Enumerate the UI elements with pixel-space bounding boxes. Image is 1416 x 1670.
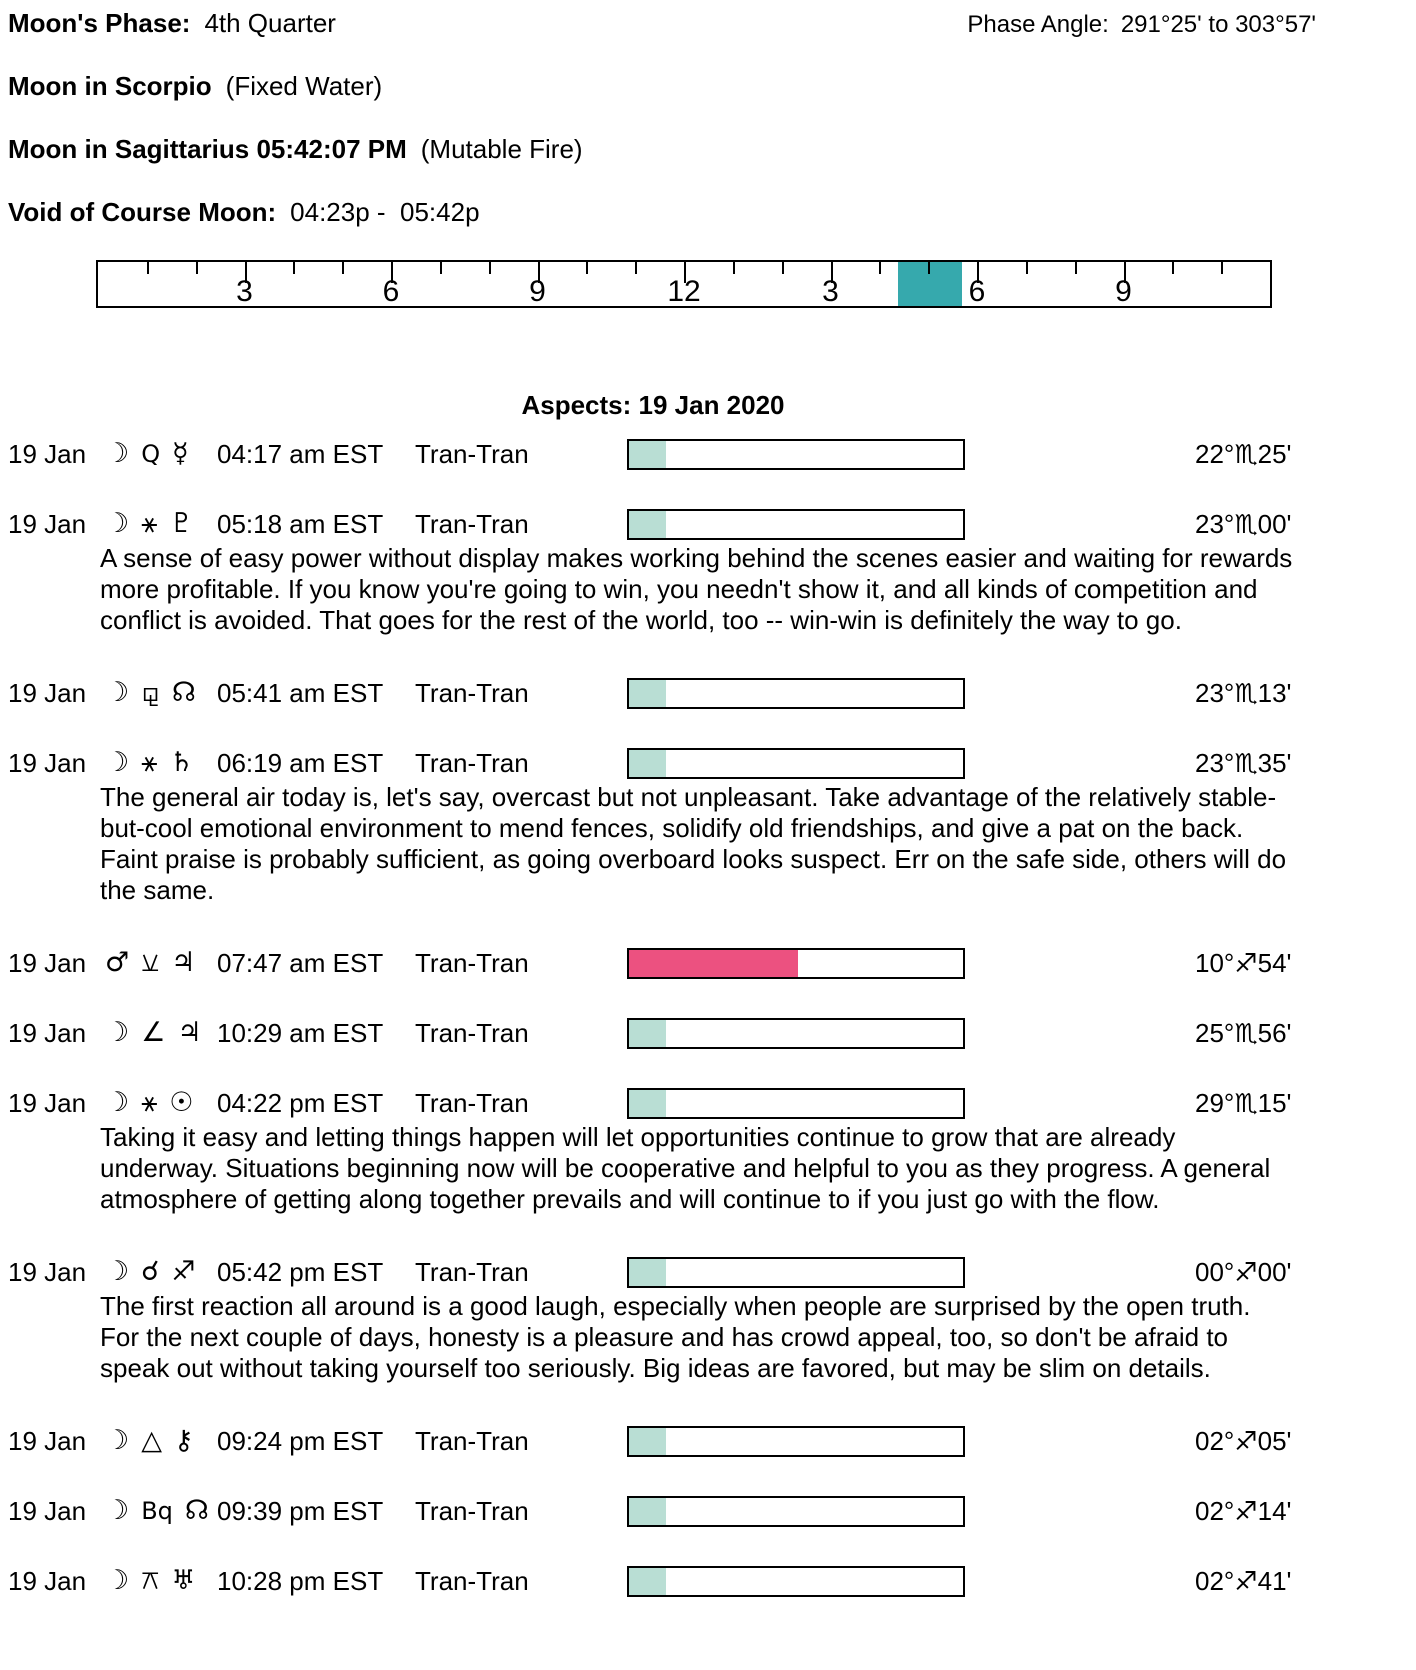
sextile-icon: ⚹ xyxy=(141,1087,158,1118)
ruler-tick xyxy=(196,262,198,274)
quincunx-icon: ⚻ xyxy=(141,1565,160,1596)
pluto-icon: ♇ xyxy=(169,508,194,539)
ruler-tick xyxy=(1172,262,1174,274)
ruler-hour-label: 9 xyxy=(1115,275,1132,308)
header-line-moon-sign xyxy=(8,71,1416,101)
ruler-tick xyxy=(440,262,442,274)
aspect-progress-fill xyxy=(629,1428,666,1455)
aspects-title: Aspects: 19 Jan 2020 xyxy=(521,390,785,420)
ruler-tick xyxy=(586,262,588,274)
aspect-progress-bar xyxy=(627,678,965,709)
jupiter-icon: ♃ xyxy=(177,1017,202,1048)
sun-icon: ☉ xyxy=(169,1087,194,1118)
aspect-type: Tran-Tran xyxy=(415,947,529,978)
aspect-time: 07:47 am EST xyxy=(217,947,384,978)
moon-phase-label: Moon's Phase: xyxy=(8,8,191,38)
ruler-tick xyxy=(489,262,491,274)
phase-angle xyxy=(967,11,1316,39)
aspect-glyphs xyxy=(105,1496,217,1526)
aspect-progress-bar xyxy=(627,948,965,979)
aspect-type: Tran-Tran xyxy=(415,1495,529,1526)
ruler-tick xyxy=(635,262,637,274)
north-node-icon: ☊ xyxy=(184,1495,209,1526)
north-node-icon: ☊ xyxy=(171,677,196,708)
phase-angle-label: Phase Angle: xyxy=(967,11,1109,38)
aspect-position: 00°♐00' xyxy=(1195,1256,1292,1287)
aspect-progress-bar xyxy=(627,1018,965,1049)
aspect-progress-bar xyxy=(627,748,965,779)
moon-sign-next: Moon in Sagittarius 05:42:07 PM xyxy=(8,134,407,164)
aspect-progress-fill xyxy=(629,950,798,977)
aspect-row xyxy=(8,1426,1416,1456)
ruler-hour-label: 12 xyxy=(667,275,701,308)
sagittarius-icon: ♐ xyxy=(171,1256,196,1287)
ruler-tick xyxy=(1221,262,1223,274)
aspect-time: 05:18 am EST xyxy=(217,508,384,539)
aspect-position: 02°♐05' xyxy=(1195,1425,1292,1456)
moon-icon: ☽ xyxy=(105,1495,130,1526)
moon-icon: ☽ xyxy=(105,1565,130,1596)
aspect-position: 02°♐14' xyxy=(1195,1495,1292,1526)
aspect-glyphs xyxy=(105,1257,217,1287)
moon-icon: ☽ xyxy=(105,1256,130,1287)
aspect-row xyxy=(8,1088,1416,1118)
aspect-type: Tran-Tran xyxy=(415,438,529,469)
ruler-hour-label: 3 xyxy=(236,275,253,308)
saturn-icon: ♄ xyxy=(169,747,194,778)
semisextile-icon: ⚺ xyxy=(141,947,160,978)
ruler-tick xyxy=(147,262,149,274)
biquintile-icon: Bq xyxy=(141,1497,173,1525)
aspect-glyphs xyxy=(105,948,217,978)
aspect-date: 19 Jan xyxy=(8,947,87,978)
ruler-tick xyxy=(782,262,784,274)
aspect-time: 10:28 pm EST xyxy=(217,1565,384,1596)
aspect-position: 10°♐54' xyxy=(1195,947,1292,978)
aspect-time: 06:19 am EST xyxy=(217,747,384,778)
aspect-progress-fill xyxy=(629,1259,666,1286)
aspect-progress-fill xyxy=(629,441,666,468)
aspect-time: 09:39 pm EST xyxy=(217,1495,384,1526)
sesquiquadrate-icon: ⚼ xyxy=(141,677,160,708)
aspect-glyphs xyxy=(105,1018,217,1048)
moon-icon: ☽ xyxy=(105,1425,130,1456)
aspect-type: Tran-Tran xyxy=(415,1017,529,1048)
aspect-position: 25°♏56' xyxy=(1195,1017,1292,1048)
aspect-row xyxy=(8,1566,1416,1596)
aspect-date: 19 Jan xyxy=(8,747,87,778)
aspect-time: 04:17 am EST xyxy=(217,438,384,469)
moon-icon: ☽ xyxy=(105,1017,130,1048)
ruler-hour-label: 9 xyxy=(529,275,546,308)
ruler-tick xyxy=(879,262,881,274)
aspect-type: Tran-Tran xyxy=(415,1425,529,1456)
aspect-glyphs xyxy=(105,439,217,469)
aspect-interpretation: A sense of easy power without display makes working behind the scenes easier and waiting for rewards more profitable. If you know you're going to win, you needn't show it, and all kinds of competition and conflict is avoided. That goes for the rest of the world, too -- win-win is definitely the way to go. xyxy=(100,543,1293,635)
aspect-progress-bar xyxy=(627,1496,965,1527)
ruler-tick xyxy=(1026,262,1028,274)
void-of-course-label: Void of Course Moon: xyxy=(8,197,277,227)
aspect-time: 05:41 am EST xyxy=(217,677,384,708)
aspect-time: 05:42 pm EST xyxy=(217,1256,384,1287)
void-timeline-ruler xyxy=(96,260,1272,308)
aspect-date: 19 Jan xyxy=(8,1256,87,1287)
header-line-phase xyxy=(8,8,1416,38)
aspect-type: Tran-Tran xyxy=(415,1087,529,1118)
aspect-progress-fill xyxy=(629,511,666,538)
moon-sign-next-detail: (Mutable Fire) xyxy=(420,134,583,164)
aspect-interpretation: Taking it easy and letting things happen will let opportunities continue to grow that are already underway. Situations beginning now will be cooperative and helpful to you as they progress. A general atmosphere of getting along together prevails and will continue to if you just go with the flow. xyxy=(100,1122,1271,1214)
aspect-progress-bar xyxy=(627,1257,965,1288)
aspect-progress-bar xyxy=(627,1088,965,1119)
aspect-position: 23°♏00' xyxy=(1195,508,1292,539)
chiron-icon: ⚷ xyxy=(173,1425,194,1456)
mars-icon: ♂ xyxy=(105,947,130,978)
aspect-progress-bar xyxy=(627,439,965,470)
aspect-date: 19 Jan xyxy=(8,438,87,469)
aspect-interpretation: The general air today is, let's say, overcast but not unpleasant. Take advantage of the relatively stable-but-cool emotional environment to mend fences, solidify old friendships, and give a pat on the back. Faint praise is probably sufficient, as going overboard looks suspect. Err on the safe side, others will do the same. xyxy=(100,782,1287,905)
aspect-type: Tran-Tran xyxy=(415,1565,529,1596)
aspect-position: 23°♏13' xyxy=(1195,677,1292,708)
void-timeline-wrap xyxy=(96,260,1416,308)
aspect-progress-fill xyxy=(629,1090,666,1117)
void-of-course-value: 04:23p - 05:42p xyxy=(290,197,480,227)
header-line-void xyxy=(8,197,1416,227)
sextile-icon: ⚹ xyxy=(141,747,158,778)
aspect-progress-fill xyxy=(629,1020,666,1047)
aspect-type: Tran-Tran xyxy=(415,677,529,708)
moon-sign-current: Moon in Scorpio xyxy=(8,71,212,101)
jupiter-icon: ♃ xyxy=(171,947,196,978)
moon-icon: ☽ xyxy=(105,508,130,539)
aspect-progress-fill xyxy=(629,1568,666,1595)
aspect-row xyxy=(8,509,1416,539)
aspect-type: Tran-Tran xyxy=(415,747,529,778)
ruler-tick xyxy=(342,262,344,274)
header-line-moon-ingress xyxy=(8,134,1416,164)
sextile-icon: ⚹ xyxy=(141,508,158,539)
aspect-glyphs xyxy=(105,1426,217,1456)
aspect-glyphs xyxy=(105,1566,217,1596)
aspect-glyphs xyxy=(105,678,217,708)
aspect-row xyxy=(8,1257,1416,1287)
aspect-row xyxy=(8,748,1416,778)
aspect-glyphs xyxy=(105,1088,217,1118)
aspect-row xyxy=(8,1496,1416,1526)
moon-icon: ☽ xyxy=(105,677,130,708)
phase-angle-value: 291°25' to 303°57' xyxy=(1120,11,1316,38)
moon-icon: ☽ xyxy=(105,438,130,469)
aspect-progress-fill xyxy=(629,680,666,707)
ruler-tick xyxy=(928,262,930,274)
aspect-date: 19 Jan xyxy=(8,1017,87,1048)
aspect-time: 04:22 pm EST xyxy=(217,1087,384,1118)
aspect-progress-bar xyxy=(627,509,965,540)
ruler-tick xyxy=(293,262,295,274)
moon-phase-value: 4th Quarter xyxy=(204,8,336,38)
aspect-date: 19 Jan xyxy=(8,1495,87,1526)
conjunction-icon: ☌ xyxy=(141,1256,160,1287)
aspect-progress-fill xyxy=(629,1498,666,1525)
aspect-row xyxy=(8,948,1416,978)
ruler-hour-label: 3 xyxy=(822,275,839,308)
aspect-date: 19 Jan xyxy=(8,677,87,708)
aspect-position: 22°♏25' xyxy=(1195,438,1292,469)
aspect-row xyxy=(8,439,1416,469)
aspect-time: 09:24 pm EST xyxy=(217,1425,384,1456)
void-period-highlight xyxy=(898,262,962,306)
aspect-date: 19 Jan xyxy=(8,1087,87,1118)
uranus-icon: ♅ xyxy=(171,1565,196,1596)
aspect-position: 29°♏15' xyxy=(1195,1087,1292,1118)
aspect-progress-bar xyxy=(627,1426,965,1457)
aspect-type: Tran-Tran xyxy=(415,1256,529,1287)
ruler-hour-label: 6 xyxy=(968,275,986,308)
ruler-tick xyxy=(1075,262,1077,274)
moon-icon: ☽ xyxy=(105,747,130,778)
aspect-date: 19 Jan xyxy=(8,1565,87,1596)
semisquare-icon: ∠ xyxy=(141,1017,166,1048)
aspect-row xyxy=(8,678,1416,708)
trine-icon: △ xyxy=(141,1425,162,1456)
moon-icon: ☽ xyxy=(105,1087,130,1118)
moon-phase xyxy=(8,8,336,39)
aspect-interpretation: The first reaction all around is a good laugh, especially when people are surprised by the open truth. For the next couple of days, honesty is a pleasure and has crowd appeal, too, so don't be afraid to speak out without taking yourself too seriously. Big ideas are favored, but may be slim on details. xyxy=(100,1291,1251,1383)
quintile-icon: Q xyxy=(141,440,161,468)
moon-sign-current-detail: (Fixed Water) xyxy=(225,71,383,101)
aspect-row xyxy=(8,1018,1416,1048)
aspect-glyphs xyxy=(105,748,217,778)
aspect-glyphs xyxy=(105,509,217,539)
aspect-position: 23°♏35' xyxy=(1195,747,1292,778)
aspect-progress-bar xyxy=(627,1566,965,1597)
aspect-date: 19 Jan xyxy=(8,508,87,539)
aspect-type: Tran-Tran xyxy=(415,508,529,539)
aspect-time: 10:29 am EST xyxy=(217,1017,384,1048)
aspect-position: 02°♐41' xyxy=(1195,1565,1292,1596)
aspect-date: 19 Jan xyxy=(8,1425,87,1456)
ruler-hour-label: 6 xyxy=(382,275,400,308)
mercury-icon: ☿ xyxy=(172,438,189,469)
ruler-tick xyxy=(733,262,735,274)
aspect-progress-fill xyxy=(629,750,666,777)
